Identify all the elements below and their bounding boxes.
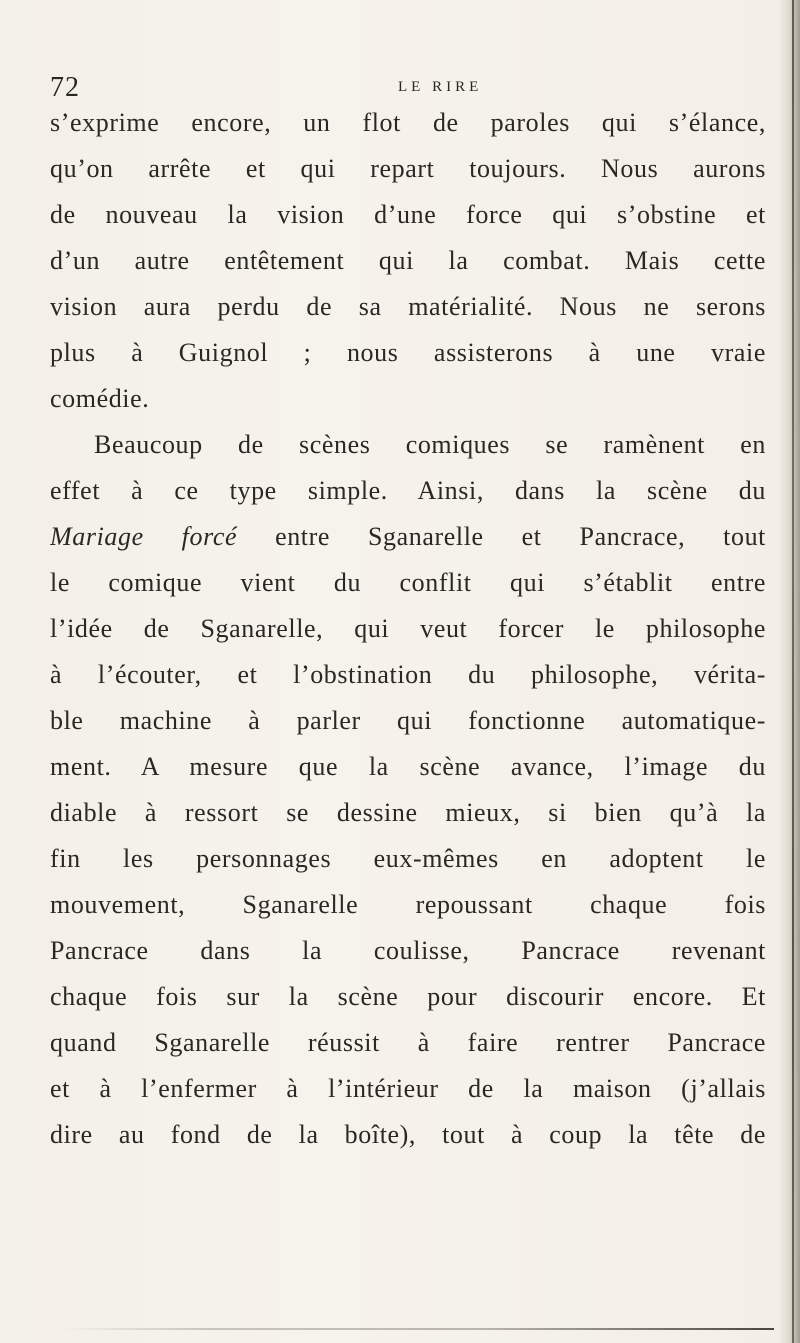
page-number: 72 [50, 72, 80, 103]
text-line: diable à ressort se dessine mieux, si bien qu’à la [50, 798, 766, 827]
text-line: fin les personnages eux-mêmes en adoptent le [50, 844, 766, 873]
text-line: d’un autre entêtement qui la combat. Mais cette [50, 246, 766, 275]
text-line: qu’on arrête et qui repart toujours. Nous aurons [50, 154, 766, 183]
text-line: l’idée de Sganarelle, qui veut forcer le philosophe [50, 614, 766, 643]
text-line: Beaucoup de scènes comiques se ramènent en [94, 430, 766, 459]
text-line: ment. A mesure que la scène avance, l’image du [50, 752, 766, 781]
text-line: Pancrace dans la coulisse, Pancrace revenant [50, 936, 766, 965]
text-line: chaque fois sur la scène pour discourir encore. Et [50, 982, 766, 1011]
text-line: comédie. [50, 384, 150, 413]
text-line: quand Sganarelle réussit à faire rentrer Pancrace [50, 1028, 766, 1057]
text-fragment: entre Sganarelle et Pancrace, tout [237, 522, 766, 551]
running-head: LE RIRE [398, 79, 483, 95]
text-line: à l’écouter, et l’obstination du philosophe, vérita- [50, 660, 766, 689]
text-line: le comique vient du conflit qui s’établit entre [50, 568, 766, 597]
text-line: mouvement, Sganarelle repoussant chaque fois [50, 890, 766, 919]
text-line: ble machine à parler qui fonctionne automatique- [50, 706, 766, 735]
play-title: Mariage forcé [50, 522, 238, 551]
text-line: s’exprime encore, un flot de paroles qui s’élance, [50, 108, 766, 137]
body-text [50, 100, 766, 1158]
text-line-with-title [50, 514, 766, 560]
text-line: dire au fond de la boîte), tout à coup la tête de [50, 1120, 766, 1149]
text-line: effet à ce type simple. Ainsi, dans la scène du [50, 476, 766, 505]
bottom-scan-artifact [62, 1328, 774, 1330]
page-header [0, 72, 800, 102]
text-line: et à l’enfermer à l’intérieur de la maison (j’allais [50, 1074, 766, 1103]
page-edge-line [792, 0, 794, 1343]
text-line: de nouveau la vision d’une force qui s’obstine et [50, 200, 766, 229]
page-edge-shadow [778, 0, 800, 1343]
text-line: vision aura perdu de sa matérialité. Nous ne serons [50, 292, 766, 321]
text-line: plus à Guignol ; nous assisterons à une vraie [50, 338, 766, 367]
